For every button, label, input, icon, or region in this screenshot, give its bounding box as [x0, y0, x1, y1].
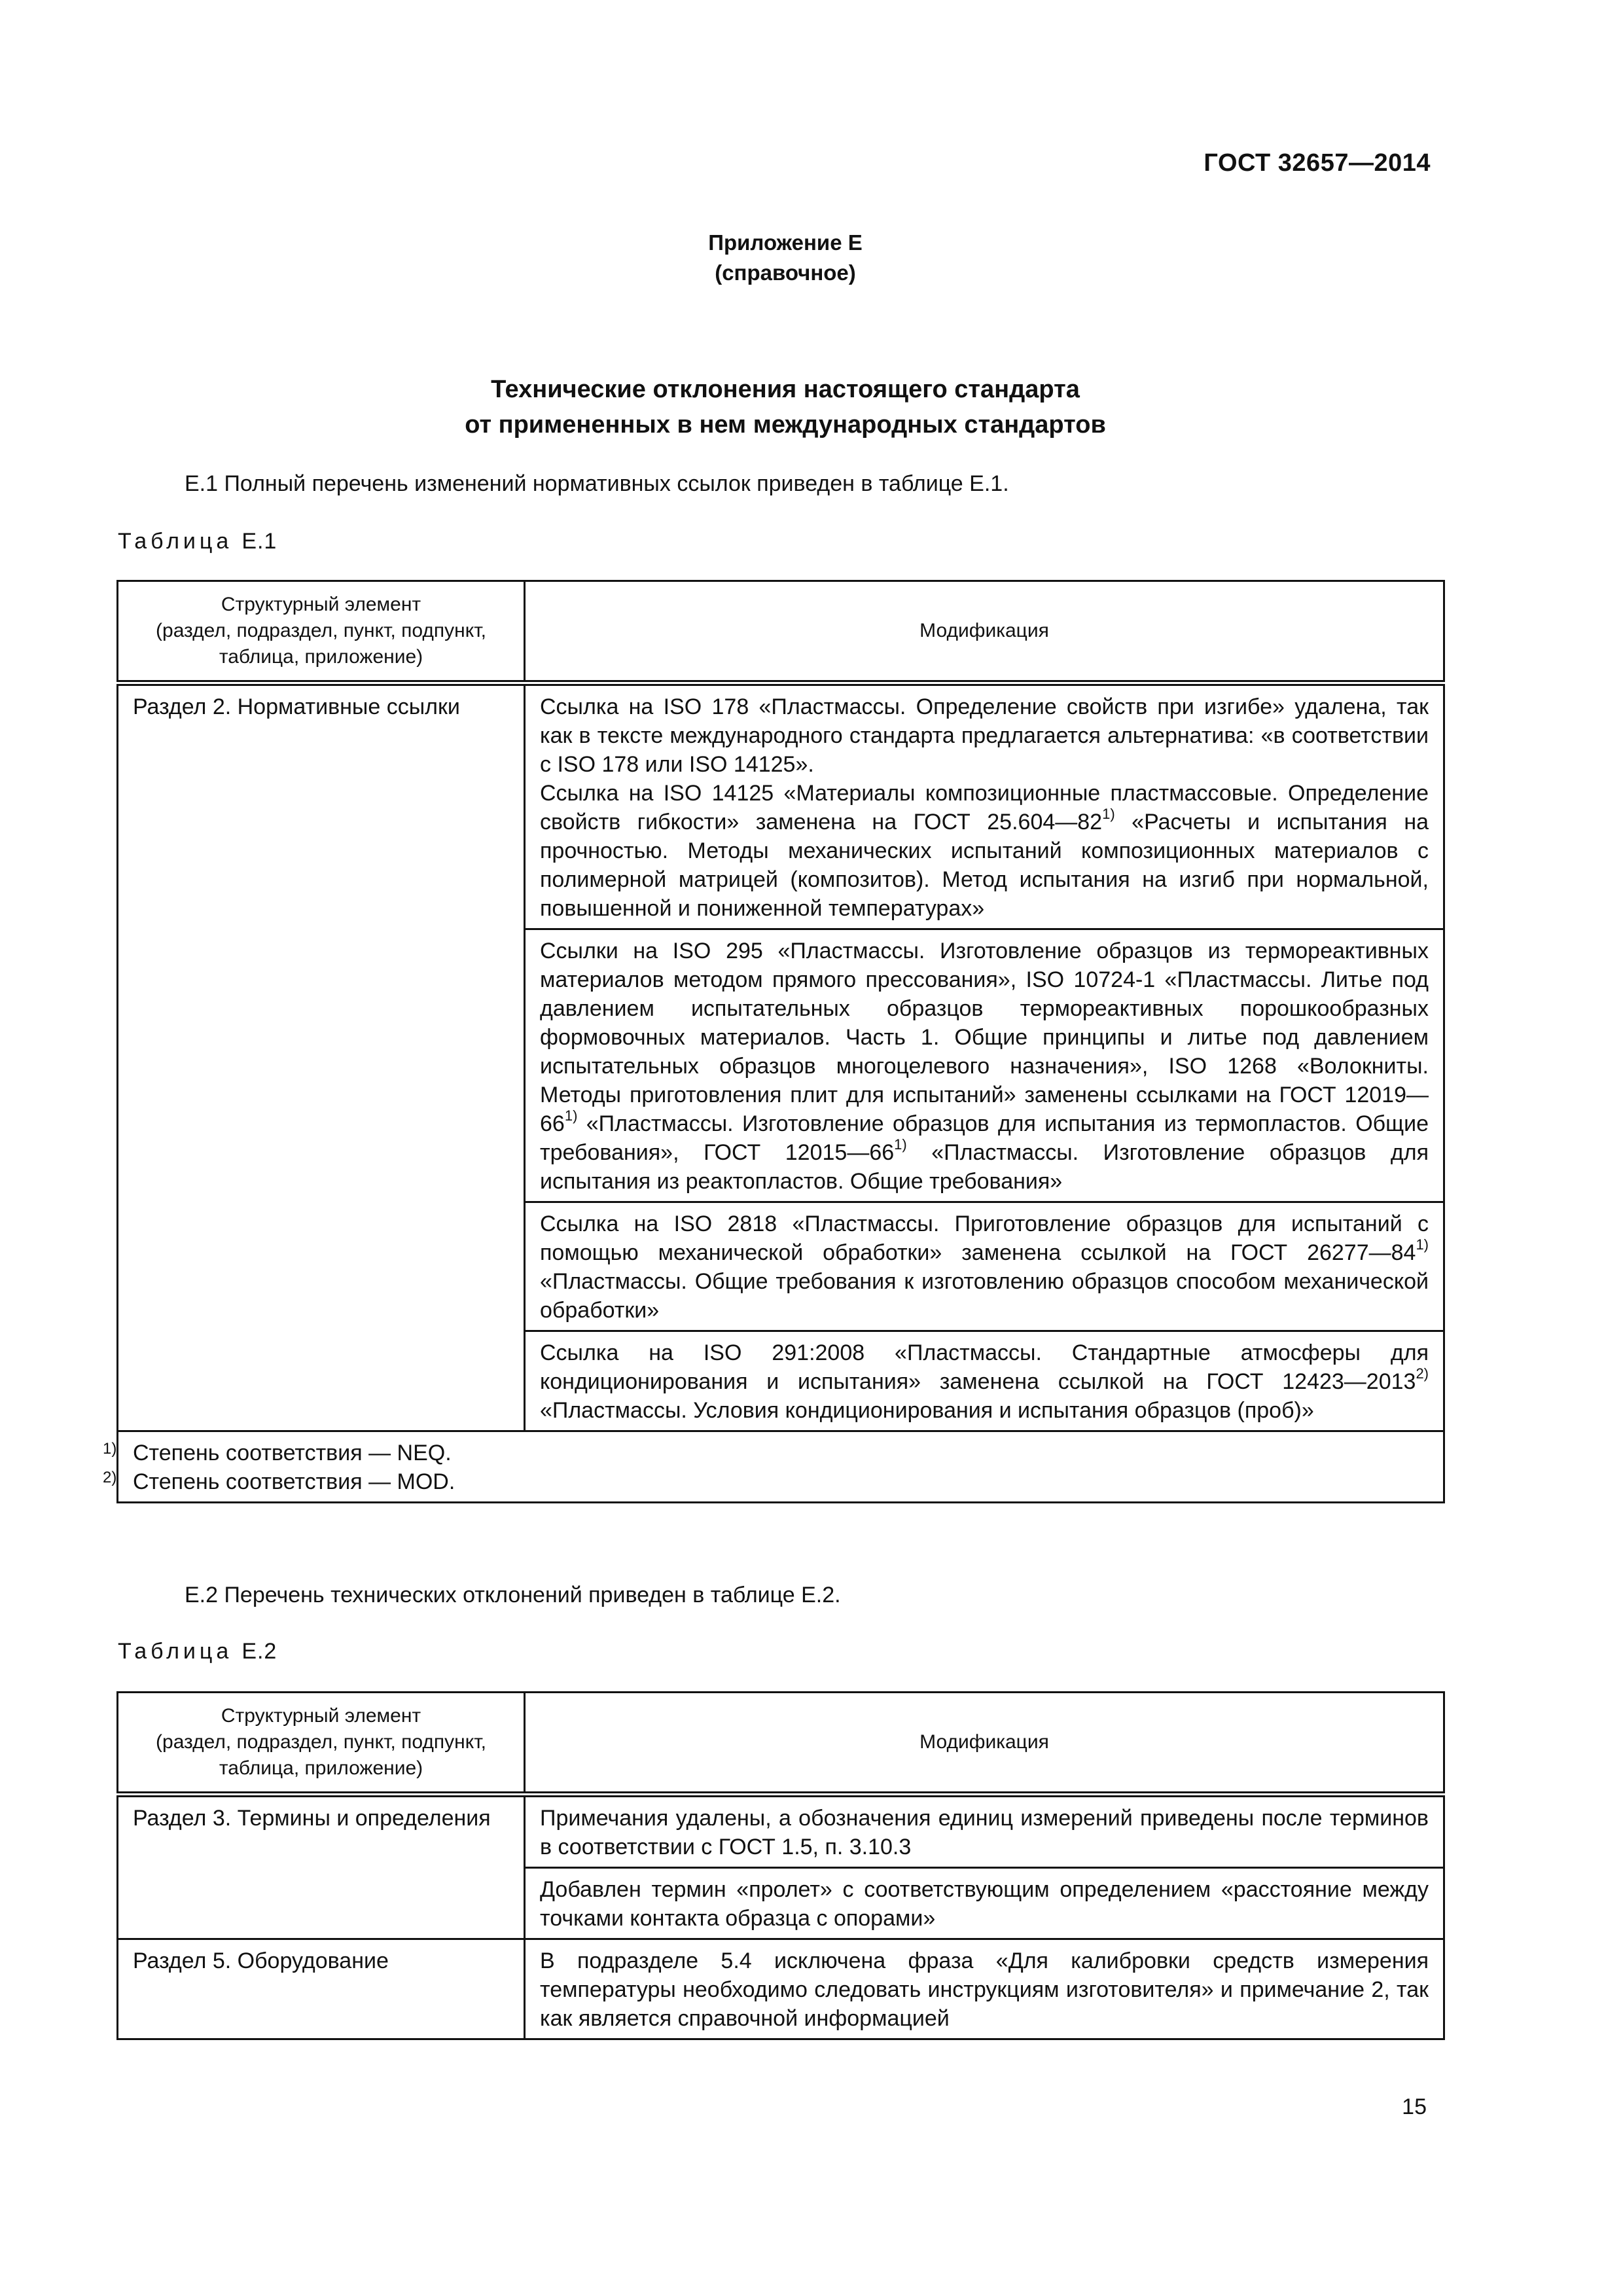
text-run: «Расчеты и испытания на прочностью. Методы механических испытаний композиционных материалов с полимерной матрицей (композитов). Метод испытания на изгиб при нормальной, повышенной и пониженной температурах»: [540, 810, 1429, 921]
appendix-title: Приложение Е: [708, 230, 863, 255]
modification-cell: [525, 1202, 1444, 1331]
table2-caption-word: Таблица: [118, 1639, 233, 1664]
paragraph-e1: Е.1 Полный перечень изменений нормативных ссылок приведен в таблице Е.1.: [185, 471, 1009, 496]
text-run: Ссылки на ISO 295 «Пластмассы. Изготовление образцов из термореактивных материалов методом прямого прессования», ISO 10724-1 «Пластмассы. Литье под давлением испытательных образцов термореактивных порошкообразных формовочных материалов. Часть 1. Общие принципы и литье под давлением испытательных образцов многоцелевого назначения», ISO 1268 «Волокниты. Методы приготовления плит для испытаний» заменены ссылками на ГОСТ 12019—66: [540, 939, 1429, 1136]
table-e2: [116, 1691, 1445, 2040]
text-run: Ссылка на ISO 2818 «Пластмассы. Приготовление образцов для испытаний с помощью механической обработки» заменена ссылкой на ГОСТ 26277—84: [540, 1211, 1429, 1265]
section-cell: Раздел 2. Нормативные ссылки: [118, 683, 525, 1431]
footnote-1: [103, 1439, 1429, 1467]
table2-caption-number: Е.2: [241, 1639, 277, 1664]
footnote-ref: 1): [1102, 805, 1115, 822]
modification-cell: В подразделе 5.4 исключена фраза «Для калибровки средств измерения температуры необходимо следовать инструкциям изготовителя» и примечание 2, так как является справочной информацией: [525, 1939, 1444, 2039]
appendix-kind: (справочное): [715, 260, 856, 285]
paragraph-e2: Е.2 Перечень технических отклонений приведен в таблице Е.2.: [185, 1583, 841, 1607]
footnote-2: [103, 1467, 1429, 1496]
modification-cell: [525, 683, 1444, 929]
appendix-heading: [0, 228, 1571, 288]
table1-caption-word: Таблица: [118, 529, 233, 554]
footnote-mark: 1): [103, 1440, 117, 1458]
footnote-ref: 1): [894, 1136, 907, 1153]
header-modification: Модификация: [525, 581, 1444, 683]
text-run: Ссылка на ISO 291:2008 «Пластмассы. Стандартные атмосферы для кондиционирования и испытания» заменена ссылкой на ГОСТ 12423—2013: [540, 1340, 1429, 1394]
text-run: «Пластмассы. Изготовление образцов для испытания из реактопластов. Общие требования»: [540, 1140, 1429, 1194]
footnote-row: [118, 1431, 1444, 1503]
footnote-text: Степень соответствия — NEQ.: [133, 1441, 452, 1465]
header-structural-element: [118, 1693, 525, 1795]
modification-text: Ссылка на ISO 178 «Пластмассы. Определение свойств при изгибе» удалена, так как в тексте международного стандарта предлагается альтернатива: «в соответствии с ISO 178 или ISO 14125».: [540, 694, 1429, 777]
modification-cell: Примечания удалены, а обозначения единиц измерений приведены после терминов в соответствии с ГОСТ 1.5, п. 3.10.3: [525, 1795, 1444, 1868]
table1-caption: [118, 529, 277, 554]
footnote-mark: 2): [103, 1469, 117, 1486]
header-line: (раздел, подраздел, пункт, подпункт,: [156, 620, 486, 641]
section-title: [0, 372, 1571, 442]
footnote-text: Степень соответствия — MOD.: [133, 1469, 455, 1494]
text-run: «Пластмассы. Общие требования к изготовлению образцов способом механической обработки»: [540, 1269, 1429, 1323]
section-title-line2: от примененных в нем международных стандартов: [465, 411, 1106, 439]
text-run: «Пластмассы. Изготовление образцов для испытания из термопластов. Общие требования», ГОСТ 12015—66: [540, 1111, 1429, 1165]
footnote-ref: 2): [1416, 1365, 1429, 1382]
header-line: (раздел, подраздел, пункт, подпункт,: [156, 1731, 486, 1753]
header-modification: Модификация: [525, 1693, 1444, 1795]
section-cell: Раздел 3. Термины и определения: [118, 1795, 525, 1939]
modification-cell: Добавлен термин «пролет» с соответствующим определением «расстояние между точками контакта образца с опорами»: [525, 1868, 1444, 1939]
header-line: таблица, приложение): [219, 1757, 423, 1779]
table-row: [118, 1795, 1444, 1868]
table-row: [118, 1939, 1444, 2039]
header-line: Структурный элемент: [221, 1705, 421, 1727]
section-title-line1: Технические отклонения настоящего стандарта: [491, 376, 1080, 403]
text-run: Ссылка на ISO 14125 «Материалы композиционные пластмассовые. Определение свойств гибкости» заменена на ГОСТ 25.604—82: [540, 781, 1429, 834]
footnotes-cell: [103, 1431, 1444, 1503]
page-number: 15: [1402, 2094, 1427, 2119]
header-structural-element: [118, 581, 525, 683]
modification-cell: [525, 929, 1444, 1202]
text-run: «Пластмассы. Условия кондиционирования и испытания образцов (проб)»: [540, 1398, 1314, 1423]
modification-text: [540, 779, 1429, 923]
table-e1: [103, 580, 1445, 1503]
table2-caption: [118, 1639, 277, 1664]
document-number: ГОСТ 32657—2014: [1204, 149, 1431, 177]
footnote-ref: 1): [564, 1107, 578, 1124]
table-row: [118, 683, 1444, 929]
table-header-row: [118, 1693, 1444, 1795]
modification-cell: [525, 1331, 1444, 1431]
table-header-row: [118, 581, 1444, 683]
section-cell: Раздел 5. Оборудование: [118, 1939, 525, 2039]
header-line: Структурный элемент: [221, 594, 421, 615]
table1-caption-number: Е.1: [241, 529, 277, 554]
header-line: таблица, приложение): [219, 646, 423, 668]
footnote-ref: 1): [1416, 1236, 1429, 1253]
